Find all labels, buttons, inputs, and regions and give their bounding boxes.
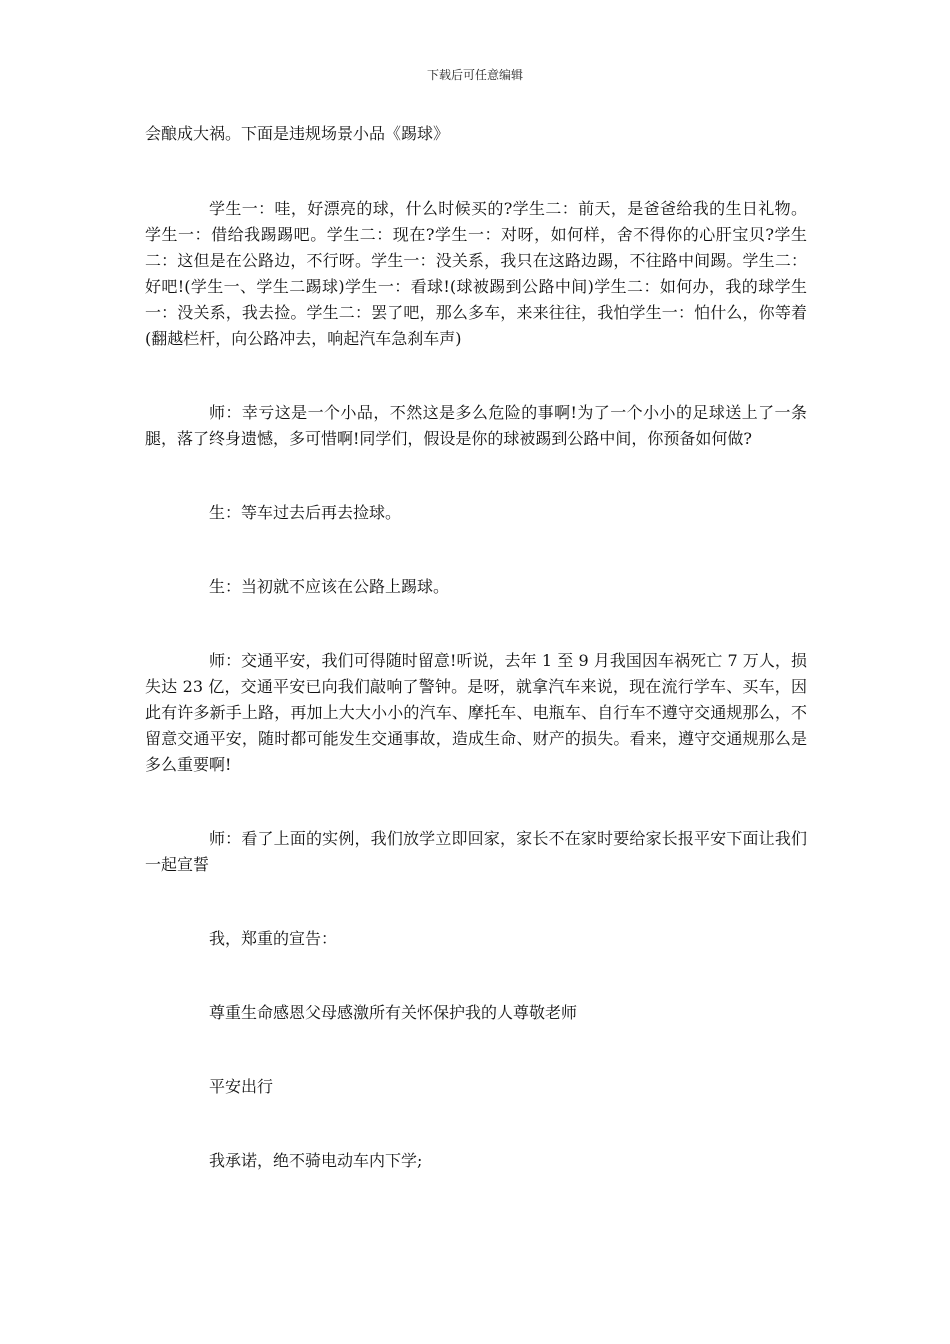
paragraph-teacher-safety: 师：交通平安，我们可得随时留意!听说，去年 1 至 9 月我国因车祸死亡 7 万人，损失达 23 亿，交通平安已向我们敲响了警钟。是呀，就拿汽车来说，现在流行学车、买车，因此有许多新手上路，再加上大大小小的汽车、摩托车、电瓶车、自行车不遵守交通规那么，不留意交通平安，随时都可能发生交通事故，造成生命、财产的损失。看来，遵守交通规那么是多么重要啊! <box>145 651 807 774</box>
page-header: 下载后可任意编辑 <box>426 68 523 82</box>
paragraph-respect-life: 尊重生命感恩父母感激所有关怀保护我的人尊敬老师 <box>209 1003 578 1022</box>
paragraph-teacher-comment: 师：幸亏这是一个小品，不然这是多么危险的事啊!为了一个小小的足球送上了一条腿，落了终身遗憾，多可惜啊!同学们，假设是你的球被踢到公路中间，你预备如何做? <box>145 403 807 448</box>
paragraph-student-answer-2: 生：当初就不应该在公路上踢球。 <box>209 577 450 596</box>
paragraph-skit-dialogue: 学生一：哇，好漂亮的球，什么时候买的?学生二：前天，是爸爸给我的生日礼物。学生一：借给我踢踢吧。学生二：现在?学生一：对呀，如何样，舍不得你的心肝宝贝?学生二：这但是在公路边，不行呀。学生一：没关系，我只在这路边踢，不往路中间踢。学生二：好吧!(学生一、学生二踢球)学生一：看球!(球被踢到公路中间)学生二：如何办，我的球学生一：没关系，我去捡。学生二：罢了吧，那么多车，来来往往，我怕学生一：怕什么，你等着(翻越栏杆，向公路冲去，响起汽车急刹车声) <box>145 199 807 348</box>
paragraph-student-answer-1: 生：等车过去后再去捡球。 <box>209 503 402 522</box>
document-body <box>145 121 807 1174</box>
paragraph-teacher-pledge-intro: 师：看了上面的实例，我们放学立即回家，家长不在家时要给家长报平安下面让我们一起宣誓 <box>145 829 807 874</box>
paragraph-intro: 会酿成大祸。下面是违规场景小品《踢球》 <box>145 124 450 143</box>
paragraph-safe-travel: 平安出行 <box>209 1077 274 1096</box>
paragraph-promise: 我承诺，绝不骑电动车内下学; <box>209 1151 423 1170</box>
paragraph-declaration: 我，郑重的宣告： <box>209 929 338 948</box>
